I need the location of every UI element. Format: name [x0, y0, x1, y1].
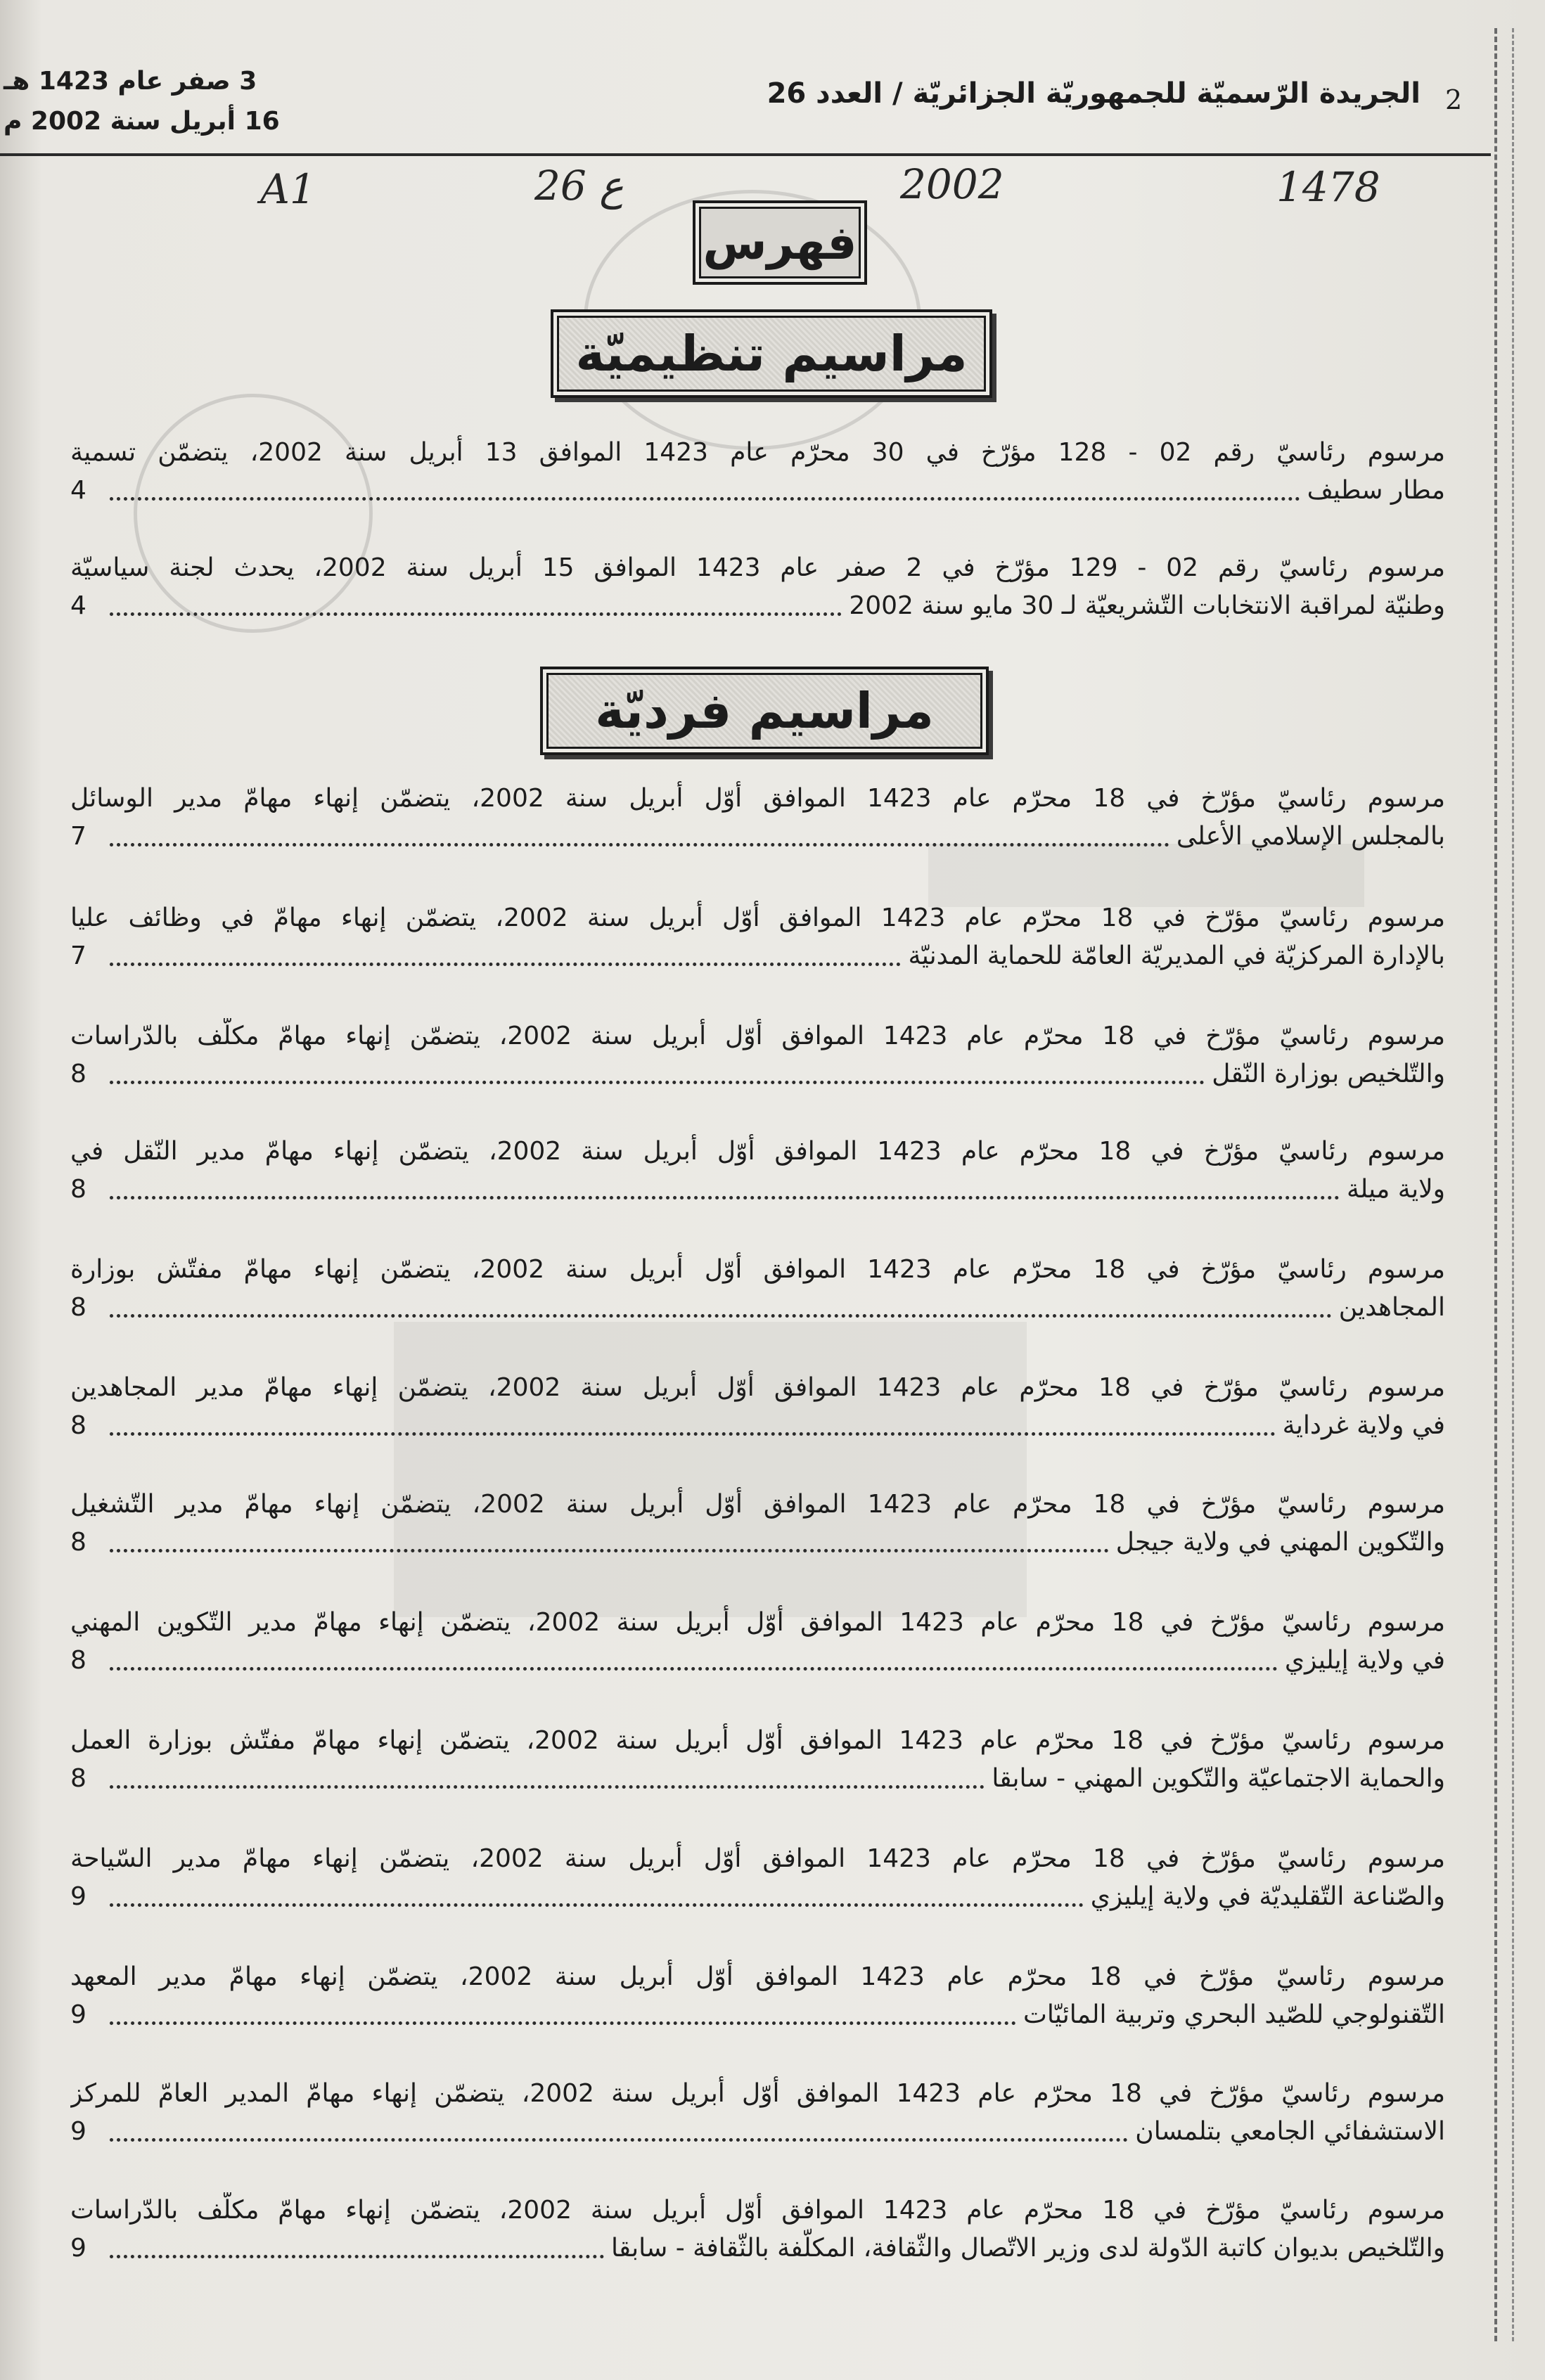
- entry-line-2: والتّلخيص بديوان كاتبة الدّولة لدى وزير الاتّصال والثّقافة، المكلّفة بالثّقافة - سابقا: [610, 2234, 1445, 2263]
- leader-dots: [110, 1314, 1332, 1318]
- leader-dots: [110, 963, 901, 966]
- page-ref: 8: [70, 1411, 86, 1440]
- leader-dots: [110, 2021, 1016, 2025]
- toc-entry[interactable]: [70, 2192, 1445, 2268]
- section-title-individual-decrees: مراسيم فرديّة: [540, 667, 989, 755]
- margin-rule: [1512, 28, 1514, 2341]
- page-ref: 8: [70, 1646, 86, 1675]
- page-ref: 8: [70, 1528, 86, 1557]
- toc-entry[interactable]: [70, 1959, 1445, 2035]
- toc-entry[interactable]: [70, 1841, 1445, 1917]
- page-ref: 9: [70, 1882, 86, 1911]
- entry-line-1: مرسوم رئاسيّ رقم 02 - 128 مؤرّخ في 30 محرّم عام 1423 الموافق 13 أبريل سنة 2002، يتضمّن تسمية: [70, 438, 1445, 467]
- leader-dots: [110, 1667, 1278, 1671]
- leader-dots: [110, 1549, 1109, 1552]
- page-number: 2: [1445, 84, 1463, 115]
- handwritten-annotation: 2002: [900, 160, 1004, 208]
- leader-dots: [110, 497, 1300, 501]
- entry-line-1: مرسوم رئاسيّ مؤرّخ في 18 محرّم عام 1423 الموافق أوّل أبريل سنة 2002، يتضمّن إنهاء مهامّ مدير التّشغيل: [70, 1490, 1445, 1519]
- page-ref: 9: [70, 2234, 86, 2263]
- entry-line-2: بالمجلس الإسلامي الأعلى: [1176, 822, 1445, 851]
- hijri-date: 3 صفر عام 1423 هـ: [4, 67, 257, 96]
- header-rule: [0, 153, 1491, 156]
- handwritten-annotation: 1478: [1276, 163, 1380, 211]
- entry-line-2: في ولاية إيليزي: [1284, 1646, 1445, 1675]
- page-ref: 9: [70, 2117, 86, 2146]
- entry-line-2: في ولاية غرداية: [1282, 1411, 1445, 1440]
- toc-entry[interactable]: [70, 1723, 1445, 1799]
- gregorian-date: 16 أبريل سنة 2002 م: [4, 107, 280, 136]
- entry-line-2: والصّناعة التّقليديّة في ولاية إيليزي: [1090, 1882, 1445, 1911]
- page-ref: 9: [70, 2000, 86, 2029]
- bleed-mark: [394, 1322, 1027, 1617]
- entry-line-2: المجاهدين: [1338, 1293, 1445, 1322]
- entry-line-1: مرسوم رئاسيّ مؤرّخ في 18 محرّم عام 1423 الموافق أوّل أبريل سنة 2002، يتضمّن إنهاء مهامّ مفتّش بوزارة: [70, 1255, 1445, 1284]
- page-ref: 4: [70, 476, 86, 505]
- toc-entry[interactable]: [70, 1370, 1445, 1446]
- entry-line-1: مرسوم رئاسيّ مؤرّخ في 18 محرّم عام 1423 الموافق أوّل أبريل سنة 2002، يتضمّن إنهاء مهامّ مدير النّقل في: [70, 1137, 1445, 1166]
- leader-dots: [110, 1785, 985, 1789]
- entry-line-1: مرسوم رئاسيّ مؤرّخ في 18 محرّم عام 1423 الموافق أوّل أبريل سنة 2002، يتضمّن إنهاء مهامّ مدير المجاهدين: [70, 1373, 1445, 1402]
- leader-dots: [110, 843, 1169, 847]
- handwritten-annotation: 26 ع: [534, 162, 624, 210]
- entry-line-1: مرسوم رئاسيّ مؤرّخ في 18 محرّم عام 1423 الموافق أوّل أبريل سنة 2002، يتضمّن إنهاء مهامّ مكلّف بالدّراسات: [70, 2196, 1445, 2225]
- entry-line-1: مرسوم رئاسيّ مؤرّخ في 18 محرّم عام 1423 الموافق أوّل أبريل سنة 2002، يتضمّن إنهاء مهامّ مكلّف بالدّراسات: [70, 1022, 1445, 1050]
- leader-dots: [110, 1432, 1276, 1436]
- margin-rule: [1494, 28, 1497, 2341]
- page-ref: 8: [70, 1175, 86, 1204]
- handwritten-annotation: A1: [260, 165, 316, 213]
- toc-entry[interactable]: [70, 435, 1445, 510]
- section-title-regulatory-decrees: مراسيم تنظيميّة: [551, 309, 992, 398]
- entry-line-1: مرسوم رئاسيّ مؤرّخ في 18 محرّم عام 1423 الموافق أوّل أبريل سنة 2002، يتضمّن إنهاء مهامّ مدير الوسائل: [70, 784, 1445, 813]
- entry-line-2: التّقنولوجي للصّيد البحري وتربية المائيّات: [1022, 2000, 1445, 2029]
- toc-entry[interactable]: [70, 1604, 1445, 1680]
- entry-line-2: بالإدارة المركزيّة في المديريّة العامّة للحماية المدنيّة: [908, 941, 1445, 970]
- entry-line-1: مرسوم رئاسيّ مؤرّخ في 18 محرّم عام 1423 الموافق أوّل أبريل سنة 2002، يتضمّن إنهاء مهامّ المدير العامّ للمركز: [70, 2079, 1445, 2108]
- entry-line-2: ولاية ميلة: [1346, 1175, 1445, 1204]
- entry-line-1: مرسوم رئاسيّ مؤرّخ في 18 محرّم عام 1423 الموافق أوّل أبريل سنة 2002، يتضمّن إنهاء مهامّ مدير التّكوين المهني: [70, 1608, 1445, 1637]
- leader-dots: [110, 1903, 1084, 1907]
- page-ref: 4: [70, 591, 86, 620]
- entry-line-2: والحماية الاجتماعيّة والتّكوين المهني - سابقا: [992, 1764, 1445, 1793]
- leader-dots: [110, 1081, 1205, 1084]
- entry-line-2: الاستشفائي الجامعي بتلمسان: [1135, 2117, 1445, 2146]
- entry-line-2: مطار سطيف: [1307, 476, 1445, 505]
- entry-line-1: مرسوم رئاسيّ رقم 02 - 129 مؤرّخ في 2 صفر عام 1423 الموافق 15 أبريل سنة 2002، يحدث لجنة سياسيّة: [70, 553, 1445, 582]
- page-ref: 8: [70, 1293, 86, 1322]
- toc-entry[interactable]: [70, 1486, 1445, 1562]
- toc-entry[interactable]: [70, 550, 1445, 626]
- entry-line-2: والتّكوين المهني في ولاية جيجل: [1115, 1528, 1445, 1557]
- journal-title: الجريدة الرّسميّة للجمهوريّة الجزائريّة / العدد 26: [767, 77, 1421, 110]
- entry-line-2: وطنيّة لمراقبة الانتخابات التّشريعيّة لـ 30 مايو سنة 2002: [849, 591, 1445, 620]
- toc-entry[interactable]: [70, 780, 1445, 856]
- page-ref: 8: [70, 1764, 86, 1793]
- toc-entry[interactable]: [70, 900, 1445, 976]
- entry-line-1: مرسوم رئاسيّ مؤرّخ في 18 محرّم عام 1423 الموافق أوّل أبريل سنة 2002، يتضمّن إنهاء مهامّ مدير السّياحة: [70, 1844, 1445, 1873]
- toc-entry[interactable]: [70, 1018, 1445, 1094]
- page-ref: 7: [70, 822, 86, 851]
- page-ref: 8: [70, 1060, 86, 1088]
- entry-line-1: مرسوم رئاسيّ مؤرّخ في 18 محرّم عام 1423 الموافق أوّل أبريل سنة 2002، يتضمّن إنهاء مهامّ مدير المعهد: [70, 1962, 1445, 1991]
- leader-dots: [110, 612, 842, 616]
- index-title: فهرس: [693, 200, 867, 285]
- entry-line-1: مرسوم رئاسيّ مؤرّخ في 18 محرّم عام 1423 الموافق أوّل أبريل سنة 2002، يتضمّن إنهاء مهامّ في وظائف عليا: [70, 903, 1445, 932]
- entry-line-1: مرسوم رئاسيّ مؤرّخ في 18 محرّم عام 1423 الموافق أوّل أبريل سنة 2002، يتضمّن إنهاء مهامّ مفتّش بوزارة العمل: [70, 1726, 1445, 1755]
- toc-entry[interactable]: [70, 1252, 1445, 1327]
- toc-entry[interactable]: [70, 1133, 1445, 1209]
- leader-dots: [110, 1196, 1340, 1199]
- leader-dots: [110, 2138, 1128, 2142]
- page-ref: 7: [70, 941, 86, 970]
- toc-entry[interactable]: [70, 2076, 1445, 2151]
- entry-line-2: والتّلخيص بوزارة النّقل: [1212, 1060, 1445, 1088]
- leader-dots: [110, 2255, 604, 2258]
